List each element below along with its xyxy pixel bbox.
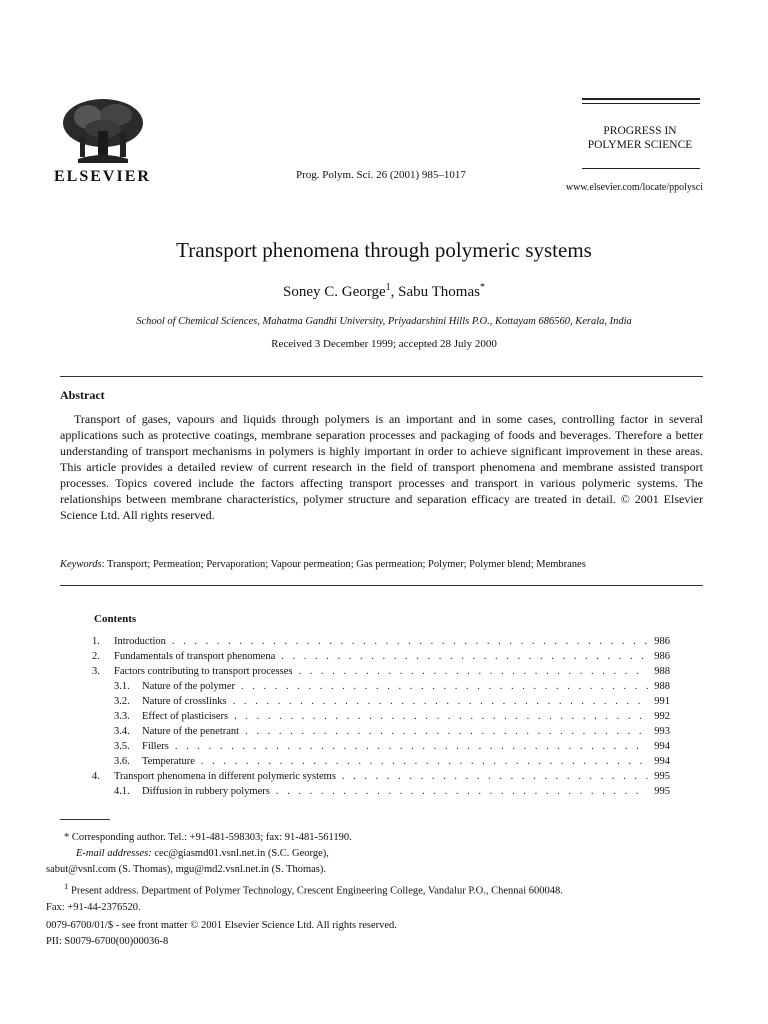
toc-title: Temperature xyxy=(142,756,195,767)
email-thomas[interactable]: sabut@vsnl.com (S. Thomas), mgu@md2.vsnl.net.in (S. Thomas). xyxy=(46,864,326,875)
present-address-mark: 1 xyxy=(64,881,69,891)
elsevier-tree-logo xyxy=(58,95,148,167)
toc-number: 3.5. xyxy=(114,741,130,752)
toc-number: 3.1. xyxy=(114,681,130,692)
toc-number: 3. xyxy=(92,666,100,677)
bottom-metadata xyxy=(46,918,397,950)
toc-page: 992 xyxy=(654,711,670,722)
journal-name xyxy=(560,124,720,152)
authors xyxy=(0,282,768,301)
toc-title: Nature of the polymer xyxy=(142,681,236,692)
toc-entry[interactable] xyxy=(92,651,670,666)
toc-leader xyxy=(241,681,648,692)
toc-leader xyxy=(298,666,648,677)
toc-page: 988 xyxy=(654,666,670,677)
toc-entry[interactable] xyxy=(92,696,670,711)
abstract-top-rule xyxy=(60,376,703,377)
author-george-footnote-mark: 1 xyxy=(385,282,391,293)
abstract-text: Transport of gases, vapours and liquids through polymers is an important and in some cases, controlling factor in several applications such as protective coatings, membrane separation processes and packaging of foods and beverages. Therefore a better understanding of transport mechanisms in polymers is highly important in order to achieve significant improvement in these areas. This article provides a detailed review of current research in the field of transport phenomena and membrane assisted transport processes. Topics covered include the factors affecting transport processes and transport in various polymeric systems. The relationships between membrane characteristics, polymer structure and separation efficacy are treated in detail. © 2001 Elsevier Science Ltd. All rights reserved. xyxy=(60,412,703,522)
received-dates: Received 3 December 1999; accepted 28 July 2000 xyxy=(271,338,497,350)
toc-number: 4.1. xyxy=(114,786,130,797)
toc-page: 988 xyxy=(654,681,670,692)
toc-leader xyxy=(233,696,649,707)
toc-title: Introduction xyxy=(114,636,166,647)
author-thomas-corresponding-mark: * xyxy=(479,282,485,293)
toc-entry[interactable] xyxy=(92,711,670,726)
toc-leader xyxy=(281,651,648,662)
keywords xyxy=(60,559,703,570)
affiliation: School of Chemical Sciences, Mahatma Gandhi University, Priyadarshini Hills P.O., Kottayam 686560, Kerala, India xyxy=(136,316,632,327)
author-george: Soney C. George xyxy=(283,284,386,300)
toc-title: Fundamentals of transport phenomena xyxy=(114,651,276,662)
toc-title: Nature of the penetrant xyxy=(142,726,240,737)
journal-reference: Prog. Polym. Sci. 26 (2001) 985–1017 xyxy=(296,169,466,181)
author-separator: , xyxy=(390,284,399,300)
toc-page: 994 xyxy=(654,741,670,752)
contents-heading: Contents xyxy=(94,613,137,625)
toc-number: 3.3. xyxy=(114,711,130,722)
toc-entry[interactable] xyxy=(92,771,670,786)
article-title: Transport phenomena through polymeric systems xyxy=(176,238,592,262)
toc-leader xyxy=(172,636,648,647)
toc-entry[interactable] xyxy=(92,636,670,651)
toc-leader xyxy=(342,771,648,782)
footnotes xyxy=(46,830,706,916)
email-label: E-mail addresses: xyxy=(76,848,152,859)
toc-number: 3.6. xyxy=(114,756,130,767)
toc-number: 2. xyxy=(92,651,100,662)
toc-number: 1. xyxy=(92,636,100,647)
toc-title: Diffusion in rubbery polymers xyxy=(142,786,270,797)
toc-entry[interactable] xyxy=(92,786,670,801)
present-address-note xyxy=(46,878,706,900)
toc-leader xyxy=(276,786,648,797)
journal-name-line2: POLYMER SCIENCE xyxy=(587,139,693,151)
present-address-text: Present address. Department of Polymer Technology, Crescent Engineering College, Vandalur P.O., Chennai 600048. xyxy=(68,885,563,897)
toc-leader xyxy=(234,711,648,722)
toc-title: Transport phenomena in different polymeric systems xyxy=(114,771,336,782)
toc-title: Effect of plasticisers xyxy=(142,711,229,722)
header-rule-top xyxy=(582,98,700,100)
footnote-rule xyxy=(60,819,110,820)
toc-page: 991 xyxy=(654,696,670,707)
issn-line: 0079-6700/01/$ - see front matter © 2001 Elsevier Science Ltd. All rights reserved. xyxy=(46,920,397,931)
toc-entry[interactable] xyxy=(92,681,670,696)
toc-number: 3.2. xyxy=(114,696,130,707)
toc-leader xyxy=(245,726,648,737)
toc-entry[interactable] xyxy=(92,741,670,756)
toc-entry[interactable] xyxy=(92,666,670,681)
toc-leader xyxy=(175,741,648,752)
corresponding-author-note: * Corresponding author. Tel.: +91-481-598303; fax: 91-481-561190. xyxy=(64,832,352,843)
toc-number: 4. xyxy=(92,771,100,782)
toc-page: 986 xyxy=(654,636,670,647)
email-line xyxy=(46,846,706,862)
table-of-contents xyxy=(92,636,670,801)
keywords-list: : Transport; Permeation; Pervaporation; Vapour permeation; Gas permeation; Polymer; Polymer blend; Membranes xyxy=(101,559,586,570)
email-george[interactable]: cec@giasmd01.vsnl.net.in (S.C. George), xyxy=(151,848,329,859)
toc-entry[interactable] xyxy=(92,726,670,741)
toc-title: Fillers xyxy=(142,741,169,752)
toc-title: Nature of crosslinks xyxy=(142,696,227,707)
publisher-name: ELSEVIER xyxy=(54,168,151,185)
journal-name-line1: PROGRESS IN xyxy=(603,125,677,137)
keywords-label: Keywords xyxy=(60,559,102,570)
toc-page: 994 xyxy=(654,756,670,767)
toc-title: Factors contributing to transport processes xyxy=(114,666,293,677)
toc-page: 986 xyxy=(654,651,670,662)
toc-page: 995 xyxy=(654,786,670,797)
toc-entry[interactable] xyxy=(92,756,670,771)
header-rule-bottom xyxy=(582,168,700,169)
toc-page: 995 xyxy=(654,771,670,782)
journal-url[interactable]: www.elsevier.com/locate/ppolysci xyxy=(565,182,703,193)
header-rule-top-thin xyxy=(582,103,700,104)
abstract-heading: Abstract xyxy=(60,388,105,402)
toc-page: 993 xyxy=(654,726,670,737)
author-thomas: Sabu Thomas xyxy=(398,284,480,300)
fax-line: Fax: +91-44-2376520. xyxy=(46,901,141,913)
pii-line: PII: S0079-6700(00)00036-8 xyxy=(46,936,169,947)
toc-number: 3.4. xyxy=(114,726,130,737)
toc-leader xyxy=(201,756,648,767)
contents-top-rule xyxy=(60,585,703,586)
